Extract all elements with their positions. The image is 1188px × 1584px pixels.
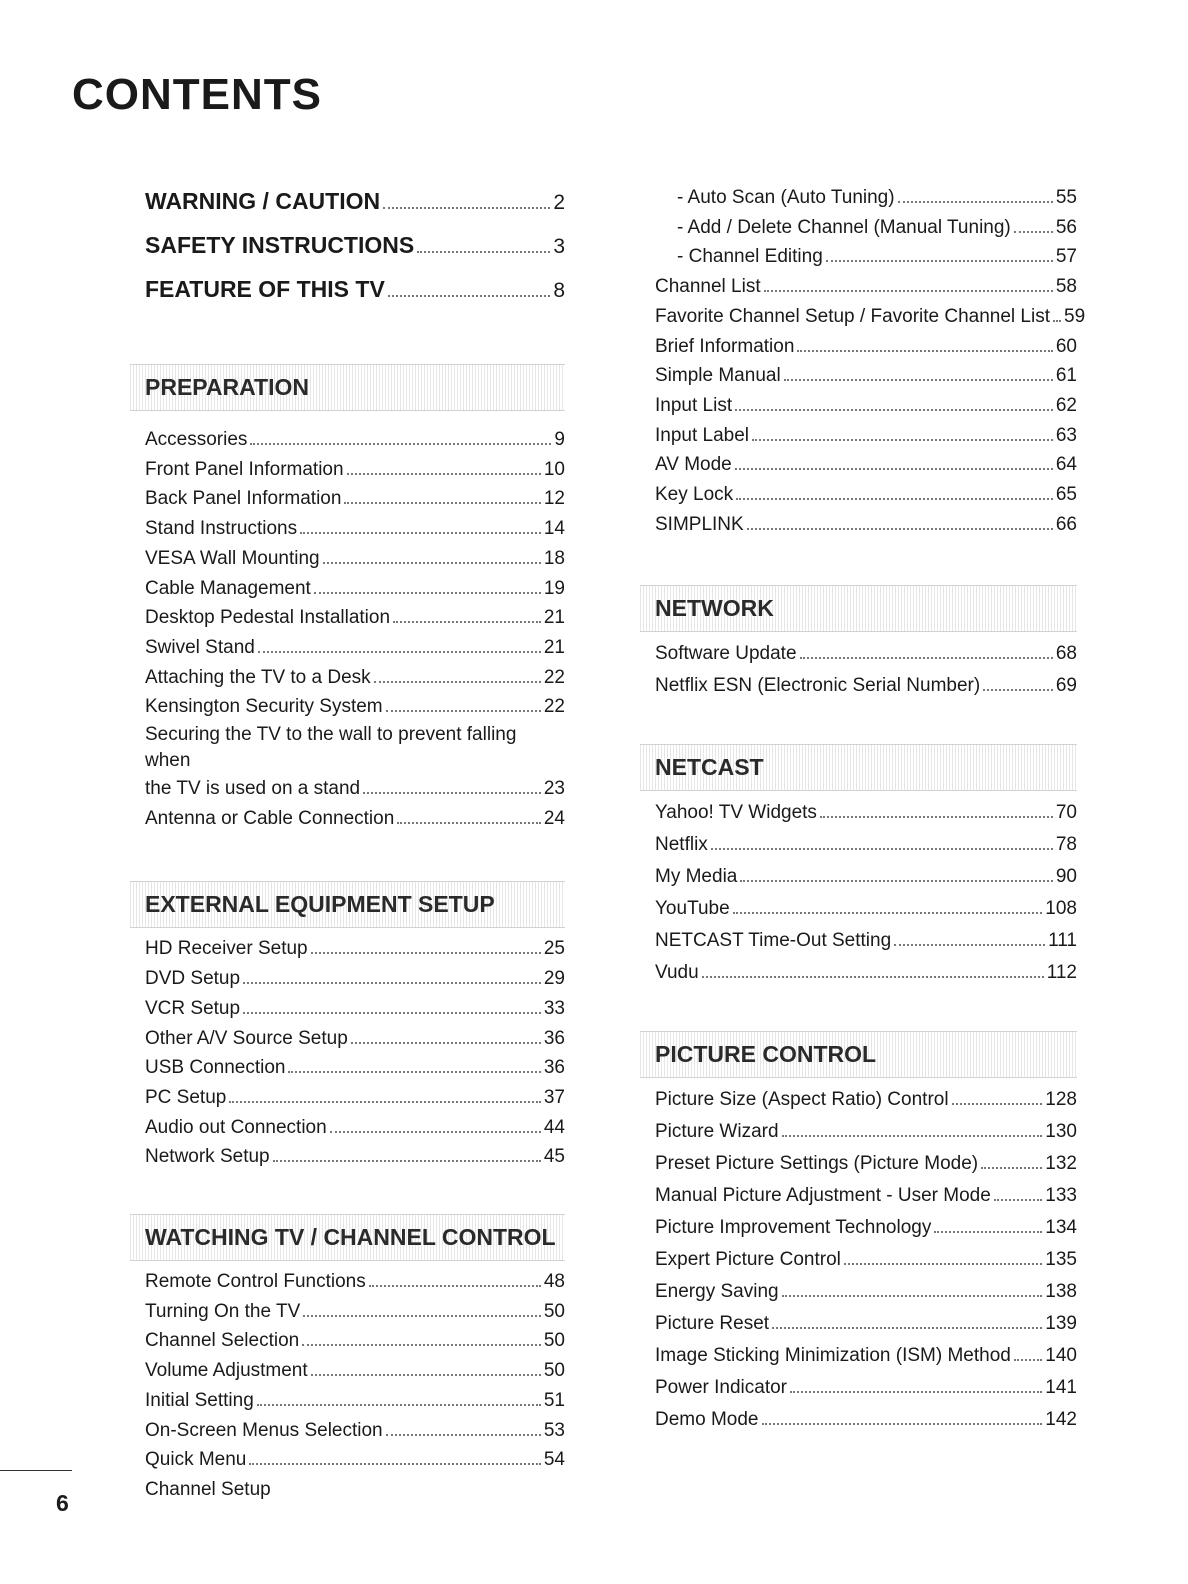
dot-leader xyxy=(1053,320,1061,322)
toc-entry-page: 9 xyxy=(554,429,565,450)
dot-leader xyxy=(735,468,1053,470)
dot-leader xyxy=(747,528,1053,530)
dot-leader xyxy=(952,1103,1043,1105)
toc-entry[interactable] xyxy=(655,1372,1077,1404)
dot-leader xyxy=(257,1404,541,1406)
toc-entry[interactable] xyxy=(145,484,565,514)
toc-entry[interactable] xyxy=(655,510,1077,540)
dot-leader xyxy=(369,1285,541,1287)
dot-leader xyxy=(258,651,541,653)
toc-entry[interactable] xyxy=(655,670,1077,702)
dot-leader xyxy=(983,689,1053,691)
toc-entry-page: 108 xyxy=(1045,898,1077,920)
toc-entry-label: Attaching the TV to a Desk xyxy=(145,666,371,688)
section-heading-preparation: PREPARATION xyxy=(130,364,565,411)
toc-entry-label: Energy Saving xyxy=(655,1281,779,1303)
toc-entry-label: Picture Reset xyxy=(655,1313,770,1335)
toc-entry-label: Netflix ESN (Electronic Serial Number) xyxy=(655,675,981,697)
toc-entry-label: Channel List xyxy=(655,276,761,298)
toc-entry-page: 50 xyxy=(543,1300,565,1322)
toc-entry-page: 22 xyxy=(543,666,565,688)
toc-entry-page: 112 xyxy=(1046,962,1077,984)
toc-entry[interactable] xyxy=(145,994,565,1024)
dot-leader xyxy=(347,473,541,475)
toc-entry-page: 51 xyxy=(543,1389,565,1411)
footer-rule xyxy=(0,1470,72,1471)
toc-entry[interactable] xyxy=(655,797,1077,829)
toc-entry[interactable] xyxy=(145,1386,565,1416)
toc-entry-label: Swivel Stand xyxy=(145,636,255,658)
dot-leader xyxy=(386,710,541,712)
dot-leader xyxy=(772,1327,1042,1329)
toc-entry-label: Volume Adjustment xyxy=(145,1360,308,1382)
toc-entry-page: 138 xyxy=(1045,1281,1077,1303)
dot-leader xyxy=(826,260,1053,262)
toc-entry[interactable] xyxy=(145,1356,565,1386)
contents-left-column xyxy=(145,180,565,1505)
dot-leader xyxy=(733,912,1043,914)
toc-entry[interactable] xyxy=(145,268,565,312)
toc-entry-label: Input Label xyxy=(655,424,750,446)
dot-leader xyxy=(243,1012,541,1014)
dot-leader xyxy=(250,443,551,445)
toc-entry[interactable] xyxy=(655,361,1077,391)
toc-entry-page: 44 xyxy=(543,1116,565,1138)
toc-entry[interactable] xyxy=(145,1416,565,1446)
toc-entry[interactable] xyxy=(655,1404,1077,1436)
toc-entry-page: 3 xyxy=(553,235,565,258)
dot-leader xyxy=(762,1423,1043,1425)
toc-entry[interactable] xyxy=(655,1084,1077,1116)
toc-entry-label: USB Connection xyxy=(145,1057,286,1079)
toc-entry[interactable] xyxy=(655,925,1077,957)
toc-entry-label: Cable Management xyxy=(145,577,311,599)
toc-entry-page: 128 xyxy=(1045,1089,1077,1111)
toc-entry-page: 134 xyxy=(1045,1217,1077,1239)
toc-entry-label: Picture Size (Aspect Ratio) Control xyxy=(655,1089,949,1111)
section-heading-picture-control: PICTURE CONTROL xyxy=(640,1031,1077,1078)
toc-entry-page: 141 xyxy=(1045,1377,1077,1399)
dot-leader xyxy=(303,1315,541,1317)
toc-entry[interactable] xyxy=(655,480,1077,510)
toc-entry-label: Turning On the TV xyxy=(145,1300,301,1322)
toc-entry[interactable] xyxy=(655,829,1077,861)
toc-entry-label: Channel Selection xyxy=(145,1330,300,1352)
toc-entry-page: 36 xyxy=(543,1057,565,1079)
toc-entry[interactable] xyxy=(655,450,1077,480)
dot-leader xyxy=(311,1374,541,1376)
toc-entry[interactable] xyxy=(145,1024,565,1054)
toc-entry-page: 55 xyxy=(1055,187,1077,208)
toc-entry-label: Picture Improvement Technology xyxy=(655,1217,932,1239)
toc-entry[interactable] xyxy=(655,391,1077,421)
dot-leader xyxy=(229,1101,541,1103)
dot-leader xyxy=(752,439,1053,441)
toc-entry-page: 50 xyxy=(543,1360,565,1382)
dot-leader xyxy=(344,502,540,504)
toc-entry[interactable] xyxy=(145,934,565,964)
toc-entry-page: 57 xyxy=(1055,246,1077,268)
dot-leader xyxy=(302,1344,541,1346)
toc-entry[interactable] xyxy=(655,332,1077,362)
toc-entry[interactable] xyxy=(655,861,1077,893)
toc-entry[interactable] xyxy=(145,1083,565,1113)
toc-entry-page: 24 xyxy=(543,807,565,829)
toc-entry-page: 50 xyxy=(543,1330,565,1352)
toc-entry-label: Power Indicator xyxy=(655,1377,788,1399)
toc-entry[interactable] xyxy=(655,1212,1077,1244)
dot-leader xyxy=(1014,231,1053,233)
toc-entry-page: 25 xyxy=(543,938,565,960)
dot-leader xyxy=(273,1160,541,1162)
section-heading-netcast: NETCAST xyxy=(640,744,1077,791)
toc-entry-page: 64 xyxy=(1055,454,1077,476)
toc-entry-page: 48 xyxy=(543,1271,565,1293)
dot-leader xyxy=(782,1295,1043,1297)
toc-entry-label: Accessories xyxy=(145,429,248,450)
toc-entry-label: Favorite Channel Setup / Favorite Channel List xyxy=(655,305,1050,327)
toc-entry-page: 59 xyxy=(1064,305,1086,327)
toc-entry-page: 133 xyxy=(1045,1185,1077,1207)
toc-entry[interactable] xyxy=(145,633,565,663)
toc-entry-label: AV Mode xyxy=(655,454,732,476)
toc-entry-page: 69 xyxy=(1055,675,1077,697)
toc-entry-label: Picture Wizard xyxy=(655,1121,779,1143)
dot-leader xyxy=(934,1231,1042,1233)
toc-entry-page: 62 xyxy=(1055,394,1077,416)
toc-entry-page: 68 xyxy=(1055,643,1077,665)
toc-entry-label: Image Sticking Minimization (ISM) Method xyxy=(655,1345,1011,1367)
toc-entry-label: Back Panel Information xyxy=(145,488,342,510)
toc-entry-label: YouTube xyxy=(655,898,730,920)
toc-entry-page: 142 xyxy=(1045,1409,1077,1431)
dot-leader xyxy=(800,657,1053,659)
toc-entry-page: 18 xyxy=(543,547,565,569)
toc-entry-page: 45 xyxy=(543,1146,565,1168)
toc-entry-page: 78 xyxy=(1055,834,1077,856)
dot-leader xyxy=(388,295,551,297)
toc-subentry[interactable] xyxy=(655,242,1077,272)
dot-leader xyxy=(311,952,541,954)
toc-entry-label: VESA Wall Mounting xyxy=(145,547,320,569)
toc-entry-page: 23 xyxy=(543,778,565,800)
dot-leader xyxy=(790,1391,1042,1393)
dot-leader xyxy=(702,976,1044,978)
toc-entry[interactable] xyxy=(145,692,565,722)
toc-entry-label: HD Receiver Setup xyxy=(145,938,308,960)
toc-entry-label: Expert Picture Control xyxy=(655,1249,841,1271)
toc-entry-label: Initial Setting xyxy=(145,1389,254,1411)
toc-entry-label: Input List xyxy=(655,394,733,416)
major-entries xyxy=(145,180,565,312)
toc-entry-label: Stand Instructions xyxy=(145,518,298,540)
toc-entry[interactable] xyxy=(655,638,1077,670)
toc-entry-page: 58 xyxy=(1055,276,1077,298)
toc-entry-label: Key Lock xyxy=(655,484,734,506)
toc-entry-page: 132 xyxy=(1045,1153,1077,1175)
dot-leader xyxy=(764,290,1053,292)
toc-entry-page: 21 xyxy=(543,636,565,658)
toc-entry[interactable] xyxy=(145,663,565,693)
toc-entry[interactable] xyxy=(655,1340,1077,1372)
dot-leader xyxy=(397,822,541,824)
dot-leader xyxy=(243,982,541,984)
toc-entry-page: 33 xyxy=(543,997,565,1019)
toc-entry-page: 12 xyxy=(543,488,565,510)
dot-leader xyxy=(249,1463,540,1465)
dot-leader xyxy=(894,944,1045,946)
dot-leader xyxy=(782,1135,1043,1137)
toc-entry[interactable] xyxy=(655,1276,1077,1308)
toc-entry-label: Vudu xyxy=(655,962,699,984)
toc-entry-label: Preset Picture Settings (Picture Mode) xyxy=(655,1153,979,1175)
toc-entry-label: SIMPLINK xyxy=(655,513,744,535)
toc-entry[interactable] xyxy=(655,1244,1077,1276)
toc-entry-page: 111 xyxy=(1048,930,1077,952)
toc-entry-label-continued: the TV is used on a stand xyxy=(145,778,361,800)
toc-entry-label: Front Panel Information xyxy=(145,458,344,480)
toc-entry-label: Other A/V Source Setup xyxy=(145,1027,348,1049)
dot-leader xyxy=(288,1071,540,1073)
toc-entry-page: 140 xyxy=(1045,1345,1077,1367)
toc-entry-page: 14 xyxy=(543,518,565,540)
page-title: CONTENTS xyxy=(72,70,322,119)
toc-entry[interactable] xyxy=(655,272,1077,302)
toc-entry[interactable] xyxy=(145,574,565,604)
dot-leader xyxy=(735,409,1053,411)
toc-entry-page: 56 xyxy=(1055,216,1077,238)
toc-entry[interactable] xyxy=(145,1326,565,1356)
toc-entry[interactable] xyxy=(145,1267,565,1297)
toc-entry[interactable] xyxy=(655,957,1077,989)
toc-entry-label: Audio out Connection xyxy=(145,1116,327,1138)
toc-entry-page: 90 xyxy=(1055,866,1077,888)
toc-entry-label: Kensington Security System xyxy=(145,696,383,718)
toc-entry[interactable] xyxy=(145,804,565,834)
toc-entry-label: - Auto Scan (Auto Tuning) xyxy=(677,187,895,208)
toc-entry-label: VCR Setup xyxy=(145,997,241,1019)
toc-subentry[interactable] xyxy=(655,183,1077,213)
toc-entry[interactable] xyxy=(145,180,565,224)
toc-entry-heading[interactable] xyxy=(145,1475,565,1505)
toc-entry-page: 8 xyxy=(553,279,565,302)
dot-leader xyxy=(784,379,1053,381)
toc-entry[interactable] xyxy=(145,1053,565,1083)
section-heading-external-equipment: EXTERNAL EQUIPMENT SETUP xyxy=(130,881,565,928)
toc-entry-label: Manual Picture Adjustment - User Mode xyxy=(655,1185,991,1207)
dot-leader xyxy=(797,350,1052,352)
toc-entry-label: FEATURE OF THIS TV xyxy=(145,276,385,302)
toc-entry-label: PC Setup xyxy=(145,1086,227,1108)
dot-leader xyxy=(383,207,550,209)
toc-entry-label: Remote Control Functions xyxy=(145,1271,366,1293)
toc-entry-label: Network Setup xyxy=(145,1146,270,1168)
toc-entry[interactable] xyxy=(145,1113,565,1143)
dot-leader xyxy=(300,532,541,534)
dot-leader xyxy=(351,1042,541,1044)
toc-entry-page: 54 xyxy=(543,1449,565,1471)
toc-entry-page: 130 xyxy=(1045,1121,1077,1143)
toc-entry[interactable] xyxy=(655,1180,1077,1212)
toc-entry-label: - Add / Delete Channel (Manual Tuning) xyxy=(677,216,1011,238)
toc-entry[interactable] xyxy=(655,1308,1077,1340)
picture-list xyxy=(655,1084,1077,1436)
toc-entry-label: Securing the TV to the wall to prevent falling when xyxy=(145,724,517,772)
toc-entry-label: WARNING / CAUTION xyxy=(145,188,381,214)
toc-entry[interactable] xyxy=(145,455,565,485)
toc-entry[interactable] xyxy=(145,964,565,994)
toc-entry-page: 70 xyxy=(1055,802,1077,824)
section-heading-network: NETWORK xyxy=(640,585,1077,632)
toc-entry-label: Quick Menu xyxy=(145,1449,247,1471)
toc-entry[interactable] xyxy=(655,421,1077,451)
watching-list xyxy=(145,1267,565,1505)
toc-entry[interactable] xyxy=(655,302,1086,332)
toc-entry-label: Demo Mode xyxy=(655,1409,759,1431)
toc-entry[interactable] xyxy=(655,893,1077,925)
toc-entry-label: - Channel Editing xyxy=(677,246,823,268)
toc-entry-page: 29 xyxy=(543,968,565,990)
toc-entry-page: 60 xyxy=(1055,335,1077,357)
contents-right-column xyxy=(655,183,1086,1436)
toc-entry[interactable] xyxy=(145,1297,565,1327)
dot-leader xyxy=(314,592,541,594)
toc-entry-page: 139 xyxy=(1045,1313,1077,1335)
toc-entry-page: 61 xyxy=(1055,365,1077,387)
toc-entry-label: Antenna or Cable Connection xyxy=(145,807,395,829)
watching-list-continued xyxy=(655,183,1086,539)
dot-leader xyxy=(736,498,1053,500)
toc-entry[interactable] xyxy=(145,603,565,633)
toc-entry-label: My Media xyxy=(655,866,738,888)
network-list xyxy=(655,638,1077,702)
toc-entry-label: Simple Manual xyxy=(655,365,781,387)
toc-entry[interactable] xyxy=(655,1116,1077,1148)
toc-entry-page: 135 xyxy=(1045,1249,1077,1271)
dot-leader xyxy=(711,848,1053,850)
toc-entry-page: 37 xyxy=(543,1086,565,1108)
dot-leader xyxy=(1014,1359,1042,1361)
dot-leader xyxy=(330,1131,541,1133)
toc-entry-label: Channel Setup xyxy=(145,1478,271,1500)
toc-entry[interactable] xyxy=(145,224,565,268)
netcast-list xyxy=(655,797,1077,989)
dot-leader xyxy=(820,816,1053,818)
page-number: 6 xyxy=(56,1490,69,1516)
dot-leader xyxy=(393,621,541,623)
toc-entry-label: Netflix xyxy=(655,834,708,856)
dot-leader xyxy=(994,1199,1042,1201)
dot-leader xyxy=(374,681,541,683)
toc-entry-label: Brief Information xyxy=(655,335,795,357)
section-heading-watching-tv: WATCHING TV / CHANNEL CONTROL xyxy=(130,1214,565,1261)
dot-leader xyxy=(844,1263,1042,1265)
toc-entry-label: Desktop Pedestal Installation xyxy=(145,607,391,629)
toc-entry-page: 10 xyxy=(543,458,565,480)
toc-entry-page: 21 xyxy=(543,607,565,629)
dot-leader xyxy=(898,201,1053,203)
toc-entry-label: DVD Setup xyxy=(145,968,241,990)
preparation-list xyxy=(145,425,565,833)
toc-entry-page: 66 xyxy=(1055,513,1077,535)
toc-entry[interactable] xyxy=(145,544,565,574)
toc-entry-page: 36 xyxy=(543,1027,565,1049)
dot-leader xyxy=(323,562,541,564)
toc-entry[interactable] xyxy=(145,514,565,544)
toc-entry-label: NETCAST Time-Out Setting xyxy=(655,930,892,952)
dot-leader xyxy=(386,1434,541,1436)
toc-entry-page: 2 xyxy=(553,191,565,214)
toc-entry-page: 19 xyxy=(543,577,565,599)
toc-entry[interactable] xyxy=(145,1142,565,1172)
toc-entry[interactable] xyxy=(655,1148,1077,1180)
toc-entry-label: On-Screen Menus Selection xyxy=(145,1419,383,1441)
toc-entry-page: 65 xyxy=(1055,484,1077,506)
toc-entry-label: Yahoo! TV Widgets xyxy=(655,802,817,824)
external-list xyxy=(145,934,565,1172)
toc-entry-page: 22 xyxy=(543,696,565,718)
toc-subentry[interactable] xyxy=(655,213,1077,243)
toc-entry-label: SAFETY INSTRUCTIONS xyxy=(145,232,415,258)
toc-entry-page: 53 xyxy=(543,1419,565,1441)
dot-leader xyxy=(981,1167,1042,1169)
dot-leader xyxy=(417,251,550,253)
toc-entry[interactable] xyxy=(145,425,565,455)
dot-leader xyxy=(740,880,1053,882)
toc-entry[interactable] xyxy=(145,722,565,804)
toc-entry-page: 63 xyxy=(1055,424,1077,446)
toc-entry-label: Software Update xyxy=(655,643,797,665)
dot-leader xyxy=(363,792,541,794)
toc-entry[interactable] xyxy=(145,1445,565,1475)
